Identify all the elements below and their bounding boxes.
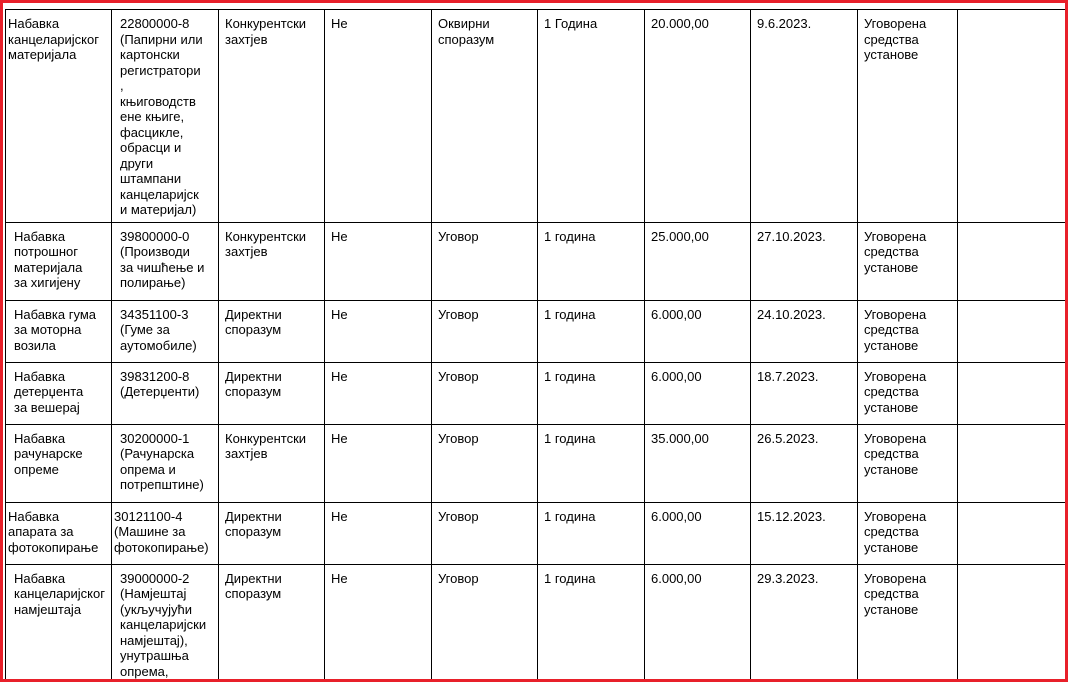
funds-line: Уговорена — [864, 306, 927, 322]
cpv-line: регистратори — [120, 62, 201, 78]
cell-procedure — [219, 564, 325, 682]
cell-cpv — [112, 10, 219, 223]
procedure-line: Директни — [225, 368, 282, 384]
funds-line: установе — [864, 539, 919, 555]
funds-line: установе — [864, 399, 919, 415]
cpv-line: (Папирни или — [120, 31, 203, 47]
cpv-line: (Рачунарска — [120, 446, 195, 461]
cell-procedure — [219, 362, 325, 424]
cell-procedure — [219, 424, 325, 502]
cpv-line: (Детерџенти) — [120, 384, 200, 399]
cell-flag: Не — [325, 564, 432, 682]
table-row — [6, 502, 1066, 564]
funds-line: установе — [864, 461, 919, 477]
subject-line: Набавка — [14, 430, 66, 446]
subject-line: потрошног — [14, 244, 78, 259]
cell-procedure — [219, 300, 325, 362]
contract-line: Уговор — [438, 228, 479, 244]
cell-value: 6.000,00 — [645, 502, 751, 564]
cpv-line: канцеларијск — [120, 186, 199, 202]
cpv-line: за чишћење и — [120, 259, 205, 275]
cpv-line: 30121100-4 — [114, 508, 183, 524]
cpv-line: обрасци и — [120, 140, 182, 155]
cell-flag: Не — [325, 424, 432, 502]
cell-duration: 1 година — [538, 362, 645, 424]
procedure-line: Директни — [225, 306, 282, 322]
cpv-line: 34351100-3 — [120, 306, 189, 322]
procedure-line: споразум — [225, 524, 282, 539]
cpv-line: 39000000-2 — [120, 570, 190, 586]
procedure-line: Конкурентски — [225, 228, 307, 244]
cpv-line: канцеларијски — [120, 617, 207, 632]
cpv-line: штампани — [120, 171, 182, 186]
funds-line: Уговорена — [864, 16, 927, 31]
cell-note — [958, 502, 1066, 564]
cpv-line: (Машине за — [114, 524, 186, 539]
cell-cpv — [112, 502, 219, 564]
subject-line: намјештаја — [14, 601, 82, 617]
subject-line: возила — [14, 337, 56, 353]
cpv-line: књиговодств — [120, 93, 196, 109]
subject-line: Набавка — [14, 570, 66, 586]
cpv-line: картонски — [120, 47, 180, 62]
contract-line: Уговор — [438, 368, 479, 384]
cell-duration: 1 година — [538, 502, 645, 564]
cell-cpv — [112, 362, 219, 424]
cell-value: 6.000,00 — [645, 362, 751, 424]
cell-date: 18.7.2023. — [751, 362, 858, 424]
cell-funds — [858, 10, 958, 223]
cell-contract — [432, 300, 538, 362]
cpv-line: полирање) — [120, 275, 186, 290]
subject-line: апарата за — [8, 524, 74, 539]
subject-line: канцеларијског — [14, 586, 105, 601]
cell-value: 6.000,00 — [645, 300, 751, 362]
contract-line: Оквирни — [438, 16, 490, 31]
cell-value: 6.000,00 — [645, 564, 751, 682]
cell-date: 27.10.2023. — [751, 222, 858, 300]
funds-line: Уговорена — [864, 570, 927, 586]
cell-subject — [6, 10, 112, 223]
cell-funds — [858, 424, 958, 502]
table-row — [6, 10, 1066, 223]
cell-subject — [6, 502, 112, 564]
table-row — [6, 300, 1066, 362]
subject-line: материјала — [8, 47, 77, 62]
funds-line: Уговорена — [864, 228, 927, 244]
cpv-line: 39800000-0 — [120, 228, 190, 244]
cell-contract — [432, 222, 538, 300]
funds-line: установе — [864, 47, 919, 62]
subject-line: рачунарске — [14, 446, 83, 461]
cell-note — [958, 424, 1066, 502]
cpv-line: аутомобиле) — [120, 337, 197, 353]
cell-funds — [858, 300, 958, 362]
cell-contract — [432, 502, 538, 564]
cpv-line: фотокопирање) — [114, 539, 209, 555]
cell-subject — [6, 362, 112, 424]
cpv-line: (Намјештај — [120, 586, 187, 601]
subject-line: Набавка — [14, 228, 66, 244]
funds-line: средства — [864, 244, 919, 259]
cpv-line: (Гуме за — [120, 322, 170, 337]
subject-line: материјала — [14, 259, 83, 275]
cell-flag: Не — [325, 222, 432, 300]
cell-duration: 1 година — [538, 424, 645, 502]
cell-note — [958, 564, 1066, 682]
cell-subject — [6, 564, 112, 682]
cell-duration: 1 година — [538, 222, 645, 300]
cpv-line: 22800000-8 — [120, 16, 190, 31]
subject-line: за вешерај — [14, 399, 80, 415]
funds-line: Уговорена — [864, 508, 927, 524]
cell-date: 26.5.2023. — [751, 424, 858, 502]
cell-duration: 1 година — [538, 564, 645, 682]
procedure-line: споразум — [225, 384, 282, 399]
contract-line: Уговор — [438, 508, 479, 524]
cell-subject — [6, 300, 112, 362]
contract-line: споразум — [438, 31, 495, 47]
procedure-line: захтјев — [225, 244, 268, 259]
cell-contract — [432, 10, 538, 223]
subject-line: за хигијену — [14, 275, 81, 290]
cell-procedure — [219, 222, 325, 300]
cell-funds — [858, 222, 958, 300]
cell-value: 25.000,00 — [645, 222, 751, 300]
cpv-line: ене књиге, — [120, 109, 185, 124]
table-row — [6, 564, 1066, 682]
funds-line: Уговорена — [864, 430, 927, 446]
table-row — [6, 222, 1066, 300]
procedure-line: захтјев — [225, 446, 268, 461]
subject-line: канцеларијског — [8, 31, 99, 47]
cell-procedure — [219, 502, 325, 564]
procedure-line: споразум — [225, 322, 282, 337]
cell-cpv — [112, 424, 219, 502]
cpv-line: намјештај), — [120, 632, 188, 648]
cell-subject — [6, 222, 112, 300]
funds-line: средства — [864, 384, 919, 399]
cpv-line: (укључујући — [120, 601, 192, 617]
table-row — [6, 424, 1066, 502]
cell-funds — [858, 362, 958, 424]
subject-line: за моторна — [14, 322, 82, 337]
cell-funds — [858, 564, 958, 682]
cpv-line: , — [120, 78, 124, 93]
cell-duration: 1 Година — [538, 10, 645, 223]
cpv-line: други — [120, 155, 154, 171]
subject-line: Набавка — [8, 16, 60, 31]
funds-line: средства — [864, 322, 919, 337]
funds-line: установе — [864, 259, 919, 275]
cpv-line: опрема и — [120, 461, 176, 477]
cell-date: 9.6.2023. — [751, 10, 858, 223]
cell-flag: Не — [325, 362, 432, 424]
cell-cpv — [112, 222, 219, 300]
funds-line: средства — [864, 31, 919, 47]
cell-funds — [858, 502, 958, 564]
procedure-line: споразум — [225, 586, 282, 601]
cell-flag: Не — [325, 10, 432, 223]
contract-line: Уговор — [438, 430, 479, 446]
funds-line: установе — [864, 601, 919, 617]
cell-flag: Не — [325, 300, 432, 362]
cpv-line: фасцикле, — [120, 124, 184, 140]
subject-line: Набавка — [14, 368, 66, 384]
cell-flag: Не — [325, 502, 432, 564]
cell-value: 20.000,00 — [645, 10, 751, 223]
procurement-plan-table — [5, 9, 1066, 682]
subject-line: фотокопирање — [8, 539, 99, 555]
cell-note — [958, 222, 1066, 300]
table-row — [6, 362, 1066, 424]
cell-subject — [6, 424, 112, 502]
cpv-line: потрепштине) — [120, 477, 204, 492]
cell-date: 24.10.2023. — [751, 300, 858, 362]
cpv-line: 30200000-1 — [120, 430, 190, 446]
cpv-line: 39831200-8 — [120, 368, 190, 384]
cell-note — [958, 300, 1066, 362]
procedure-line: захтјев — [225, 31, 268, 47]
subject-line: Набавка — [8, 508, 60, 524]
funds-line: средства — [864, 586, 919, 601]
cpv-line: и материјал) — [120, 202, 197, 217]
cell-note — [958, 362, 1066, 424]
procedure-line: Директни — [225, 508, 282, 524]
table-body — [6, 10, 1066, 682]
subject-line: детерџента — [14, 384, 84, 399]
contract-line: Уговор — [438, 570, 479, 586]
cell-date: 29.3.2023. — [751, 564, 858, 682]
cell-date: 15.12.2023. — [751, 502, 858, 564]
cell-cpv — [112, 300, 219, 362]
subject-line: опреме — [14, 461, 59, 477]
procedure-line: Конкурентски — [225, 16, 307, 31]
cell-value: 35.000,00 — [645, 424, 751, 502]
cpv-line: (Производи — [120, 244, 190, 259]
funds-line: средства — [864, 524, 919, 539]
cell-cpv — [112, 564, 219, 682]
cell-note — [958, 10, 1066, 223]
cpv-line: опрема, — [120, 663, 169, 679]
cell-contract — [432, 424, 538, 502]
funds-line: установе — [864, 337, 919, 353]
funds-line: Уговорена — [864, 368, 927, 384]
cpv-line: унутрашња — [120, 648, 189, 663]
subject-line: Набавка гума — [14, 306, 96, 322]
procedure-line: Директни — [225, 570, 282, 586]
cell-duration: 1 година — [538, 300, 645, 362]
procedure-line: Конкурентски — [225, 430, 307, 446]
cell-contract — [432, 564, 538, 682]
contract-line: Уговор — [438, 306, 479, 322]
funds-line: средства — [864, 446, 919, 461]
cell-contract — [432, 362, 538, 424]
cell-procedure — [219, 10, 325, 223]
